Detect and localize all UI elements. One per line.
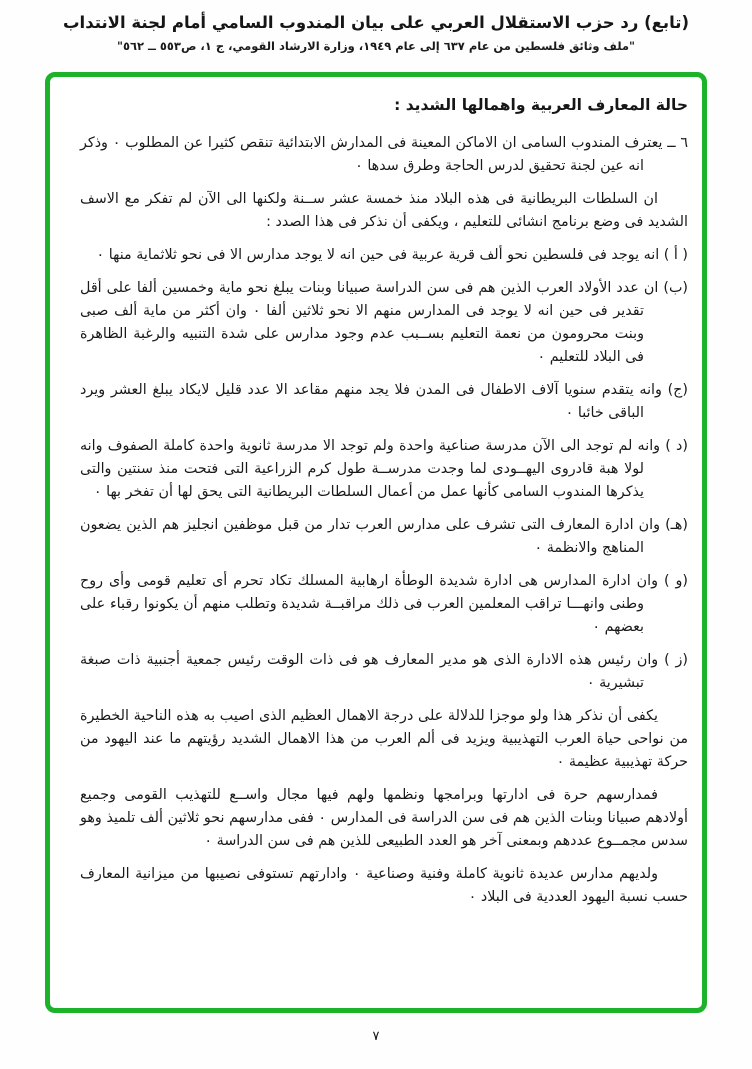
page-number: ٧ — [372, 1029, 380, 1044]
document-title: (تابع) رد حزب الاستقلال العربي على بيان المندوب السامي أمام لجنة الانتداب — [62, 13, 690, 32]
item-marker-ha: (هـ) — [660, 517, 688, 533]
item-text: وان ادارة المعارف التى تشرف على مدارس العرب تدار من قبل موظفين انجليز هم الذين يضعون المناهج والانظمة ٠ — [80, 517, 661, 556]
section-heading: حالة المعارف العربية واهمالها الشديد : — [394, 96, 688, 114]
item-marker-dal: (د ) — [660, 438, 688, 454]
item-marker-waw: (و ) — [658, 573, 688, 589]
paragraph-item-6 — [80, 132, 688, 178]
item-marker-6: ٦ ــ — [662, 135, 688, 151]
highlighted-content-frame — [45, 72, 707, 1013]
paragraph-item-jim — [80, 379, 688, 425]
paragraph-text: يكفى أن نذكر هذا ولو موجزا للدلالة على درجة الاهمال العظيم الذى اصيب به هذه الناحية الخطيرة من نواحى حياة العرب التهذيبية ويزيد فى ألم العرب من هذا الاهمال الشديد رؤيتهم ما عند اليهود من حركة تهذيبية عظيمة ٠ — [80, 708, 688, 770]
paragraph-item-ba — [80, 277, 688, 369]
item-marker-zay: (ز ) — [658, 652, 688, 668]
item-text: ان عدد الأولاد العرب الذين هم فى سن الدراسة صبيانا وبنات يبلغ نحو ماية وخمسين ألفا على أقل تقدير فى حين انه لا يوجد فى المدارس منهم الا نحو ثلاثين ألفا ٠ وان أكثر من ماية ألف صبى وبنت محرومون من نعمة التعليم بســبب عدم وجود مدارس على شدة التنبيه والرغبة الظاهرة فى البلاد للتعليم ٠ — [80, 280, 659, 365]
item-text: وانه يتقدم سنويا آلاف الاطفال فى المدن فلا يجد منهم مقاعد الا عدد قليل لايكاد يبلغ العشر ويرد الباقى خائبا ٠ — [80, 382, 662, 421]
paragraph-item-ha — [80, 514, 688, 560]
paragraph-intro — [80, 188, 688, 234]
item-text: وان رئيس هذه الادارة الذى هو مدير المعارف هو فى ذات الوقت رئيس جمعية أجنبية ذات صبغة تبشيرية ٠ — [80, 652, 659, 691]
item-text: انه يوجد فى فلسطين نحو ألف قرية عربية فى حين انه لا يوجد مدارس الا فى نحو ثلاثماية منها ٠ — [96, 247, 660, 263]
document-header — [0, 0, 752, 53]
paragraph-item-alef — [80, 244, 688, 267]
item-marker-ba: (ب) — [658, 280, 688, 296]
item-marker-jim: (ج) — [661, 382, 688, 398]
item-text: وانه لم توجد الى الآن مدرسة صناعية واحدة ولم توجد الا مدرسة ثانوية واحدة كاملة الصفوف وانه لولا هبة قادروى اليهــودى لما وجدت مدرســة طول كرم الزراعية التى فتحت منذ سنتين والتى يذكرها المندوب السامى كأنها عمل من أعمال السلطات البريطانية التى يحق لها أن تفخر بها ٠ — [80, 438, 661, 500]
paragraph-text: فمدارسهم حرة فى ادارتها وبرامجها ونظمها ولهم فيها مجال واســع للتهذيب القومى وجميع أولادهم صبيانا وبنات الذين هم فى سن الدراسة فى المدارس ٠ ففى مدارسهم نحو ثلاثين ألف تلميذ وهو سدس مجمــوع عددهم وبمعنى آخر هو العدد الطبيعى للذين هم فى سن الدراسة ٠ — [80, 787, 688, 849]
paragraph-closing — [80, 863, 688, 909]
paragraph-item-dal — [80, 435, 688, 504]
paragraph-item-waw — [80, 570, 688, 639]
paragraph-summary — [80, 705, 688, 774]
item-marker-alef: ( أ ) — [659, 247, 688, 263]
document-source-citation: "ملف وثائق فلسطين من عام ٦٣٧ إلى عام ١٩٤٩، وزارة الارشاد القومي، ج ١، ص٥٥٣ ــ ٥٦٢" — [116, 39, 636, 53]
paragraph-jewish-schools — [80, 784, 688, 853]
paragraph-text: ولديهم مدارس عديدة ثانوية كاملة وفنية وصناعية ٠ وادارتهم تستوفى نصيبها من ميزانية المعارف حسب نسبة اليهود العددية فى البلاد ٠ — [80, 866, 688, 905]
item-text: يعترف المندوب السامى ان الاماكن المعينة فى المدارش الابتدائية تنقص كثيرا عن المطلوب ٠ وذكر انه عين لجنة تحقيق لدرس الحاجة وطرق سدها ٠ — [80, 135, 663, 174]
paragraph-text: ان السلطات البريطانية فى هذه البلاد منذ خمسة عشر ســنة ولكنها الى الآن لم تفكر مع الاسف الشديد فى وضع برنامج انشائى للتعليم ، ويكفى أن نذكر فى هذا الصدد : — [80, 191, 688, 230]
item-text: وان ادارة المدارس هى ادارة شديدة الوطأة ارهابية المسلك تكاد تحرم أى تعليم قومى وأى روح وطنى وانهـــا تراقب المعلمين العرب فى ذلك مراقبــة شديدة وتطلب منهم أن يكونوا رقباء على بعضهم ٠ — [80, 573, 659, 635]
paragraph-item-zay — [80, 649, 688, 695]
